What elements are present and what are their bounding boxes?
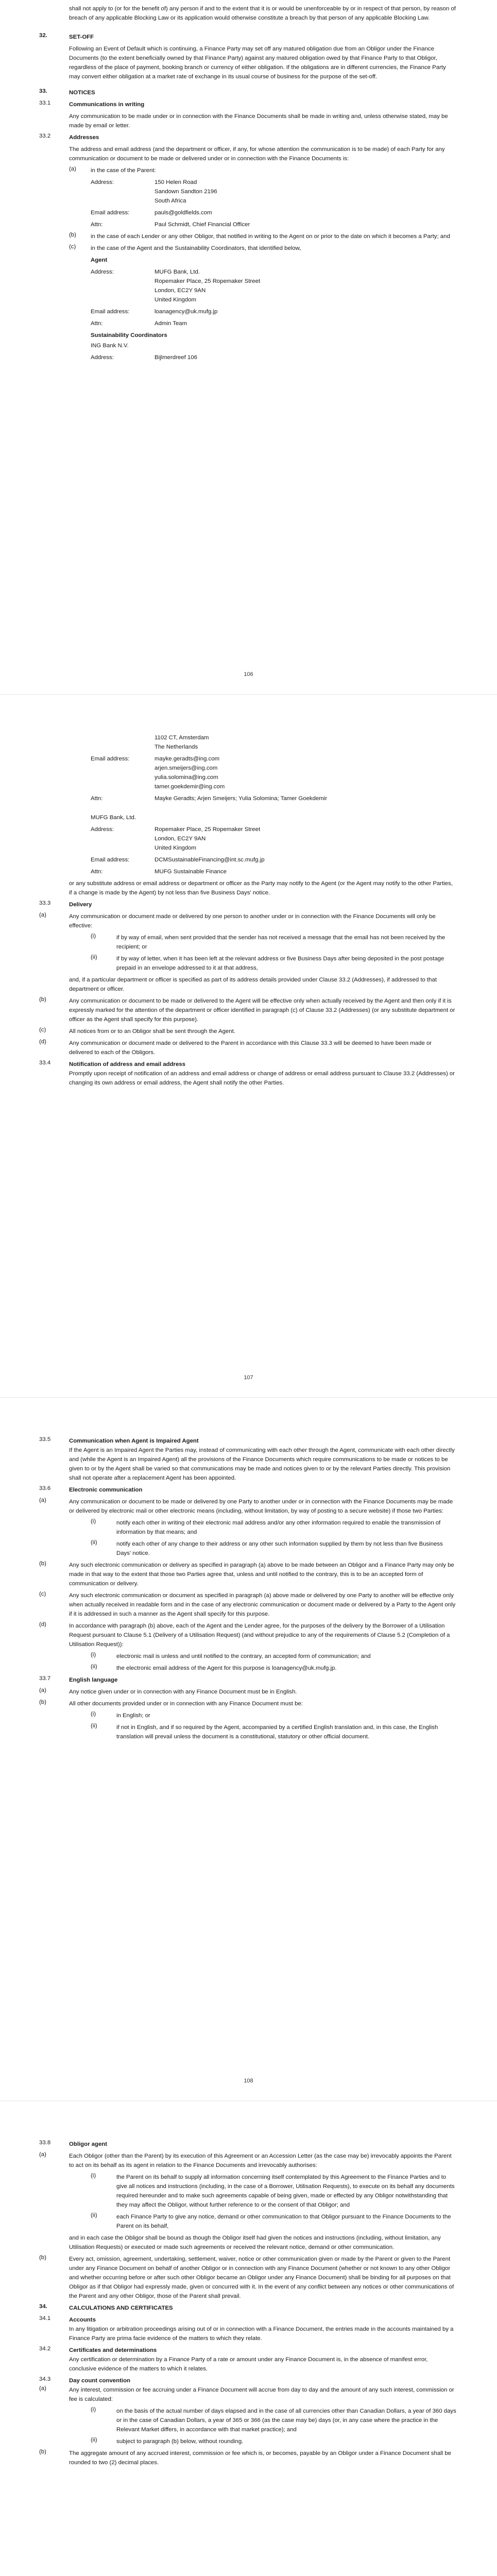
- obligor-agent-a-i: (i) the Parent on its behalf to supply all information concerning itself contemplated by this Agreement to the Finance Parties and to give all notices and instructions (including, in the case of a Borrower, Utilisation Requests), to execute on its behalf any documents required hereunder and to make such agreements capable of being given, made or effected by any Obligor notwithstanding that they may affect the Obligor, without further reference to or the consent of that Obligor; and: [91, 2173, 455, 2208]
- electronic-a-ii: (ii) notify each other of any change to their address or any other such information supplied by them by not less than five Business Days' notice.: [91, 1539, 443, 1556]
- electronic-b: (b) Any such electronic communication or delivery as specified in paragraph (a) above to be made between an Obligor and a Finance Party may only be made in that way to the extent that those two Parties agree that, unless and until notified to the contrary, this is to be an accepted form of communication or delivery.: [39, 1561, 454, 1587]
- electronic-d: (d) In accordance with paragraph (b) above, each of the Agent and the Lender agree, for the purposes of the delivery by the Borrower of a Utilisation Request pursuant to Clause 5.1 (Delivery of a Utilisation Request) (and without prejudice to any of the requirements of Clause 5.2 (Completion of a Utilisation Request)):: [39, 1621, 450, 1648]
- clause-34-2-heading: 34.2 Certificates and determinations: [39, 2346, 157, 2353]
- page-3-content: [39, 1436, 456, 1741]
- clause-33-3-heading: 33.3 Delivery: [39, 900, 92, 908]
- day-count-a-ii: (ii) subject to paragraph (b) below, without rounding.: [91, 2437, 244, 2445]
- paragraph-c-agent: (c) in the case of the Agent and the Sustainability Coordinators, that identified below,: [69, 244, 301, 251]
- page-number: 107: [244, 1375, 253, 1381]
- clause-32-text: Following an Event of Default which is continuing, a Finance Party may set off any matured obligation due from an Obligor under the Finance Documents (to the extent beneficially owned by that Finance Party) against any matured obligation owed by that Finance Party to that Obligor, regardless of the place of payment, booking branch or currency of either obligation. If the obligations are in different currencies, the Finance Party may convert either obligation at a market rate of exchange in its usual course of business for the purpose of the set-off.: [69, 46, 446, 80]
- clause-33-2-text: The address and email address (and the department or officer, if any, for whose attention the communication is to be made) of each Party for any communication or document to be made or delivered under or in connection with the Finance Documents is:: [69, 146, 445, 162]
- page-4-content: [39, 2140, 456, 2467]
- clause-34-1-text: In any litigation or arbitration proceedings arising out of or in connection with a Finance Document, the entries made in the accounts maintained by a Finance Party are prima facie evidence of the matters to which they relate.: [69, 2326, 454, 2342]
- language-a: (a) Any notice given under or in connection with any Finance Document must be in English.: [39, 1687, 297, 1695]
- document-page-2: [0, 703, 497, 1388]
- parent-address-block: Address: 150 Helen Road Sandown Sandton 2196 South Africa: [91, 179, 217, 204]
- language-b-ii: (ii) if not in English, and if so required by the Agent, accompanied by a certified English translation and, in this case, the English translation will prevail unless the document is a constitutional, statutory or other official document.: [91, 1723, 438, 1740]
- language-b-i: (i) in English; or: [91, 1711, 150, 1719]
- clause-33-2-heading: 33.2 Addresses: [39, 133, 99, 141]
- clause-32-heading: 32. SET-OFF: [39, 32, 94, 40]
- parent-email-row: Email address: pauls@goldfields.com: [39, 208, 456, 217]
- electronic-d-ii: (ii) the electronic email address of the Agent for this purpose is loanagency@uk.mufg.jp.: [91, 1664, 337, 1671]
- obligor-agent-b: (b) Every act, omission, agreement, undertaking, settlement, waiver, notice or other communication given or made by the Parent or given to the Parent under any Finance Document on behalf of another Obligor or in connection with any Finance Document (whether or not known to any other Obligor and whether occurring before or after such other Obligor became an Obligor under any Finance Document) shall be binding for all purposes on that Obligor as if that Obligor had expressly made, given or concurred with it. In the event of any conflict between any notices or other communications of the Parent and any other Obligor, those of the Parent shall prevail.: [39, 2255, 454, 2299]
- electronic-c: (c) Any such electronic communication or document as specified in paragraph (a) above made or delivered by one Party to another will be effective only when actually received in readable form and in the case of any electronic communication or document made or delivered by a Party to the Agent only if it is addressed in such a manner as the Agent shall specify for this purpose.: [39, 1591, 456, 1617]
- document-page-1: [0, 0, 497, 685]
- clause-33-7-heading: 33.7 English language: [39, 1675, 118, 1683]
- agent-attn-row: Attn: Admin Team: [91, 320, 187, 327]
- day-count-b: (b) The aggregate amount of any accrued interest, commission or fee which is, or becomes, payable by an Obligor under a Finance Document shall be rounded to two (2) decimal places.: [39, 2449, 452, 2466]
- page-number: 108: [244, 2078, 253, 2084]
- parent-email: pauls@goldfields.com: [155, 210, 212, 216]
- delivery-a: (a) Any communication or document made or delivered by one person to another under or in connection with the Finance Documents will only be effective:: [39, 912, 436, 929]
- page-divider: [0, 1397, 497, 1398]
- day-count-a: (a) Any interest, commission or fee accruing under a Finance Document will accrue from day to day and the amount of any such interest, commission or fee is calculated:: [39, 2385, 454, 2402]
- clause-34-3-heading: 34.3 Day count convention: [39, 2376, 130, 2384]
- clause-33-1-heading: 33.1 Communications in writing: [39, 100, 145, 108]
- substitute-address-text: or any substitute address or email address or department or officer as the Party may notify to the Agent (or the Agent may notify to the other Parties, if a change is made by the Agent) by not less than five Business Days' notice.: [69, 880, 453, 896]
- clause-34-2-text: Any certification or determination by a Finance Party of a rate or amount under any Finance Document is, in the absence of manifest error, conclusive evidence of the matters to which it relates.: [69, 2357, 428, 2372]
- delivery-a-tail: and, if a particular department or officer is specified as part of its address details provided under Clause 33.2 (Addresses), if addressed to that department or officer.: [69, 977, 437, 992]
- delivery-a-ii: (ii) if by way of letter, when it has been left at the relevant address or five Business Days after being deposited in the post postage prepaid in an envelope addressed to it at that address,: [91, 954, 444, 971]
- mufg-name: MUFG Bank, Ltd.: [91, 815, 136, 821]
- clause-34-1-heading: 34.1 Accounts: [39, 2315, 96, 2323]
- electronic-a: (a) Any communication or document to be made or delivered by one Party to another under or in connection with the Finance Documents may be made or delivered by electronic mail or other electronic means (including, without limitation, by way of posting to a secure website) if those two Parties:: [39, 1497, 453, 1514]
- delivery-c: (c) All notices from or to an Obligor shall be sent through the Agent.: [39, 1027, 235, 1035]
- delivery-b: (b) Any communication or document to be made or delivered to the Agent will be effective only when actually received by the Agent and then only if it is expressly marked for the attention of the department or officer identified in paragraph (c) of Clause 33.2 (Addresses) (or any substitute department or officer as the Agent shall specify for this purpose).: [39, 996, 455, 1023]
- document-page-3: [0, 1406, 497, 2092]
- mufg-email-row: Email address: DCMSustainableFinancing@int.sc.mufg.jp: [91, 857, 265, 863]
- clause-33-5-heading: 33.5 Communication when Agent is Impaired Agent: [39, 1436, 199, 1444]
- electronic-d-i: (i) electronic mail is unless and until notified to the contrary, an accepted form of communication; and: [91, 1652, 371, 1659]
- ing-name: ING Bank N.V.: [91, 343, 129, 349]
- sustainability-coordinators-heading: Sustainability Coordinators: [91, 332, 167, 338]
- day-count-a-i: (i) on the basis of the actual number of days elapsed and in the case of all currencies other than Canadian Dollars, a year of 360 days or in the case of Canadian Dollars, a year of 365 or 366 (as the case may be) days (or, in any case where the practice in the Relevant Market differs, in accordance with that market practice); and: [91, 2406, 456, 2433]
- agent-email-row: Email address: loanagency@uk.mufg.jp: [91, 309, 218, 315]
- obligor-agent-a-ii: (ii) each Finance Party to give any notice, demand or other communication to that Obligor pursuant to the Finance Documents to the Parent on its behalf,: [91, 2212, 451, 2229]
- paragraph-b-lender: (b) in the case of each Lender or any other Obligor, that notified in writing to the Agent on or prior to the date on which it becomes a Party; and: [69, 232, 450, 240]
- clause-33-8-heading: 33.8 Obligor agent: [39, 2140, 108, 2147]
- document-page-4: [0, 2110, 497, 2576]
- page-1-content: [39, 4, 456, 362]
- clause-34-heading: 34. CALCULATIONS AND CERTIFICATES: [39, 2303, 173, 2311]
- ing-attn-row: Attn: Mayke Geradts; Arjen Smeijers; Yulia Solomina; Tamer Goekdemir: [91, 795, 328, 802]
- page-2-content: [39, 733, 456, 1088]
- mufg-address-block: Address: Ropemaker Place, 25 Ropemaker Street London, EC2Y 9AN United Kingdom: [91, 826, 261, 851]
- clause-33-4-heading: 33.4 Notification of address and email address: [39, 1060, 185, 1067]
- obligor-agent-a-tail: and in each case the Obligor shall be bound as though the Obligor itself had given the notices and instructions (including, without limitation, any Utilisation Requests) or executed or made such agreements or received the relevant notice, demand or other communication.: [69, 2235, 441, 2250]
- clause-33-1-text: Any communication to be made under or in connection with the Finance Documents shall be made in writing and, unless otherwise stated, may be made by email or letter.: [69, 113, 448, 129]
- agent-address-block: Address: MUFG Bank, Ltd. Ropemaker Place, 25 Ropemaker Street London, EC2Y 9AN United Kingdom: [91, 269, 261, 303]
- paragraph-a-parent: (a) in the case of the Parent:: [69, 166, 156, 174]
- blocking-law-continuation: shall not apply to (or for the benefit of) any person if and to the extent that it is or would be unenforceable by or in respect of that person, by reason of breach of any applicable Blocking Law or its application would otherwise constitute a breach by that person of any applicable Blocking Law.: [69, 6, 456, 21]
- clause-33-5-text: If the Agent is an Impaired Agent the Parties may, instead of communicating with each other through the Agent, communicate with each other directly and (while the Agent is an Impaired Agent) all the provisions of the Finance Documents which require communications to be made or notices to be given to or by the Agent shall be varied so that communications may be made and notices given to or by the relevant Parties directly. This provision shall not operate after a replacement Agent has been appointed.: [69, 1447, 455, 1481]
- clause-33-6-heading: 33.6 Electronic communication: [39, 1485, 143, 1493]
- ing-email-block: Email address: mayke.geradts@ing.com arjen.smeijers@ing.com yulia.solomina@ing.com tamer.goekdemir@ing.com: [91, 756, 225, 790]
- page-number: 106: [244, 671, 253, 677]
- obligor-agent-a: (a) Each Obligor (other than the Parent) by its execution of this Agreement or an Accession Letter (as the case may be) irrevocably appoints the Parent to act on its behalf as its agent in relation to the Finance Documents and irrevocably authorises:: [39, 2151, 452, 2168]
- ing-address-start: Address: Bijlmerdreef 106: [91, 354, 197, 361]
- electronic-a-i: (i) notify each other in writing of their electronic mail address and/or any other information required to enable the transmission of information by that means; and: [91, 1518, 441, 1535]
- mufg-attn-row: Attn: MUFG Sustainable Finance: [91, 869, 227, 875]
- parent-attn-row: Attn: Paul Schmidt, Chief Financial Officer: [91, 222, 250, 228]
- language-b: (b) All other documents provided under or in connection with any Finance Document must be:: [39, 1699, 303, 1707]
- agent-heading: Agent: [91, 257, 108, 263]
- ing-address-continued: 1102 CT, Amsterdam The Netherlands: [155, 735, 209, 750]
- page-divider: [0, 2100, 497, 2101]
- clause-33-4-text: Promptly upon receipt of notification of an address and email address or change of address or email address pursuant to Clause 33.2 (Addresses) or changing its own address or email address, the Agent shall notify the other Parties.: [69, 1071, 455, 1086]
- delivery-d: (d) Any communication or document made or delivered to the Parent in accordance with this Clause 33.3 will be deemed to have been made or delivered to each of the Obligors.: [39, 1039, 432, 1056]
- clause-33-heading: 33. NOTICES: [39, 88, 95, 96]
- delivery-a-i: (i) if by way of email, when sent provided that the sender has not received a message that the email has not been received by the recipient; or: [91, 933, 445, 950]
